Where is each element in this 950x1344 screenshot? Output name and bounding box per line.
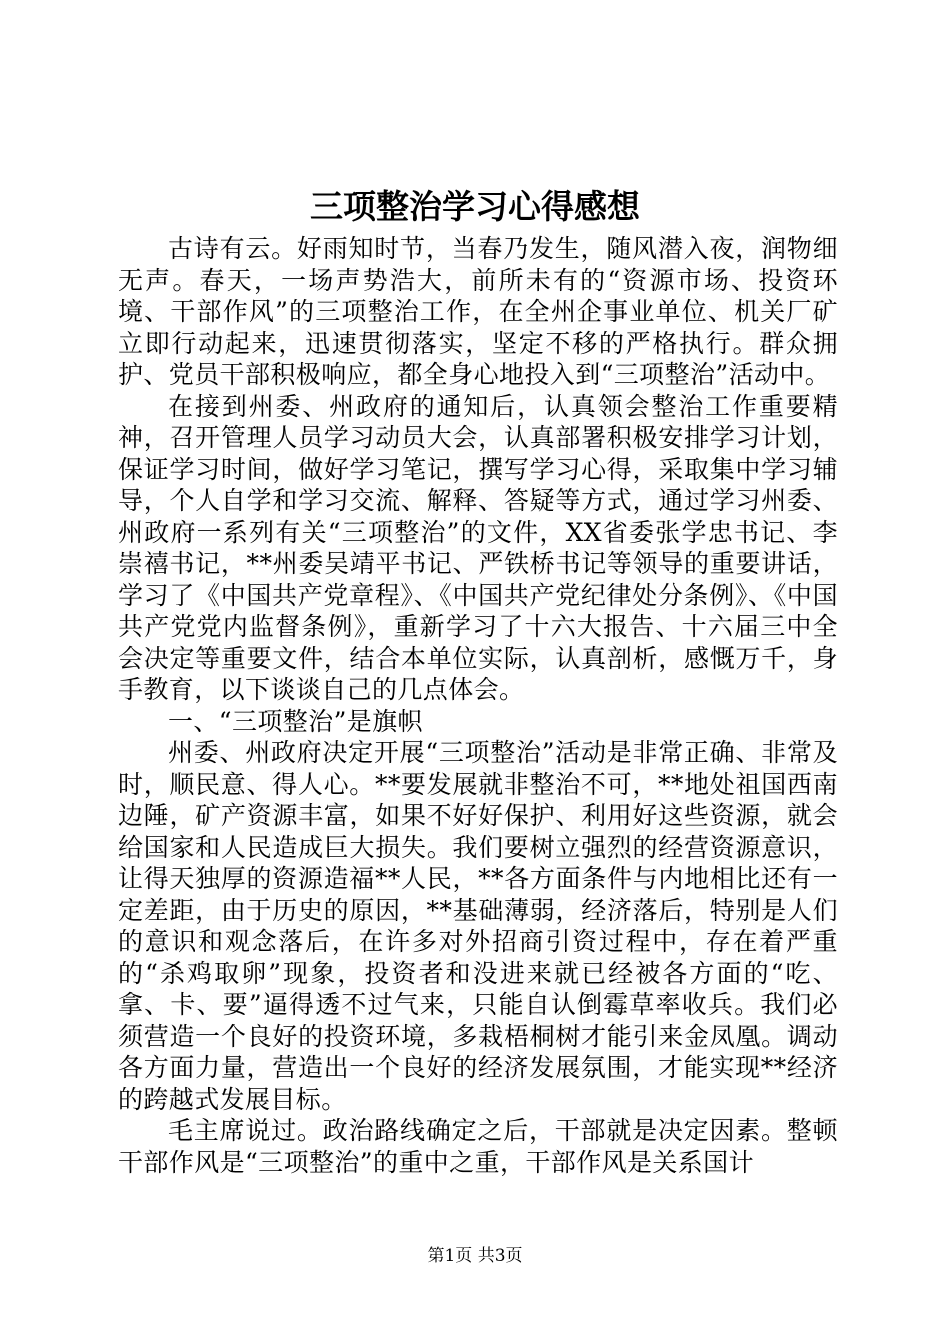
section-heading: 一、“三项整治”是旗帜 [168,706,423,736]
paragraph-decision: 州委、州政府决定开展“三项整治”活动是非常正确、非常及时，顺民意、得人心。**要发展就非整治不可，**地处祖国西南边陲，矿产资源丰富，如果不好好保护、利用好这些资源，就会给国家和人民造成巨大损失。我们要树立强烈的经营资源意识，让得天独厚的资源造福**人民，**各方面条件与内地相比还有一定差距，由于历史的原因，**基础薄弱，经济落后，特别是人们的意识和观念落后，在许多对外招商引资过程中，存在着严重的“杀鸡取卵”现象，投资者和没进来就已经被各方面的“吃、拿、卡、要”逼得透不过气来，只能自认倒霉草率收兵。我们必须营造一个良好的投资环境，多栽梧桐树才能引来金凤凰。调动各方面力量，营造出一个良好的经济发展氛围，才能实现**经济的跨越式发展目标。 [118,738,838,1114]
paragraph-study: 在接到州委、州政府的通知后，认真领会整治工作重要精神，召开管理人员学习动员大会，认真部署积极安排学习计划，保证学习时间，做好学习笔记，撰写学习心得，采取集中学习辅导，个人自学和学习交流、解释、答疑等方式，通过学习州委、州政府一系列有关“三项整治”的文件，XX省委张学忠书记、李崇禧书记，**州委吴靖平书记、严铁桥书记等领导的重要讲话，学习了《中国共产党章程》、《中国共产党纪律处分条例》、《中国共产党党内监督条例》，重新学习了十六大报告、十六届三中全会决定等重要文件，结合本单位实际，认真剖析，感慨万千，身手教育，以下谈谈自己的几点体会。 [118,391,838,704]
paragraph-intro: 古诗有云。好雨知时节，当春乃发生，随风潜入夜，润物细无声。春天，一场声势浩大，前所未有的“资源市场、投资环境、干部作风”的三项整治工作，在全州企事业单位、机关厂矿立即行动起来，迅速贯彻落实，坚定不移的严格执行。群众拥护、党员干部积极响应，都全身心地投入到“三项整治”活动中。 [118,234,838,389]
document-title: 三项整治学习心得感想 [310,187,640,226]
paragraph-cadre: 毛主席说过。政治路线确定之后，干部就是决定因素。整顿干部作风是“三项整治”的重中之重，干部作风是关系国计 [118,1116,838,1177]
page-footer: 第1页 共3页 [427,1246,523,1266]
document-body [118,233,838,1178]
